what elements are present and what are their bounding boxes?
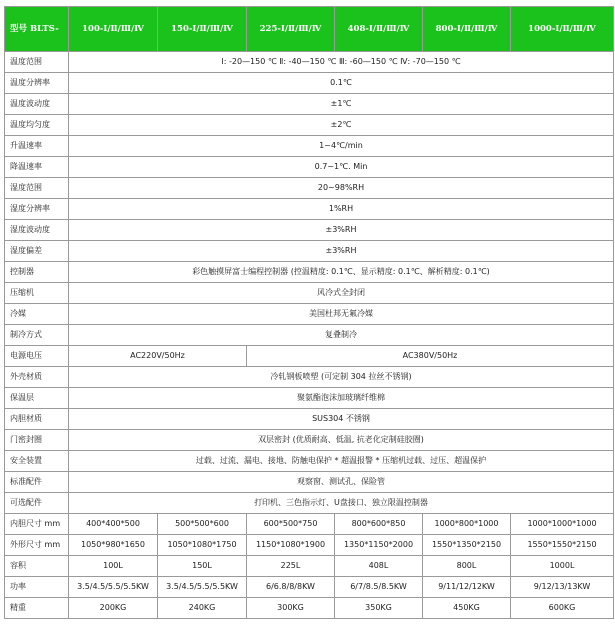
spec-row: [5, 73, 614, 94]
spec-value: ±3%RH: [69, 241, 614, 262]
spec-value: 聚氨酯泡沫加玻璃纤维棉: [69, 388, 614, 409]
spec-label: 温度分辨率: [5, 73, 69, 94]
model-value: 1550*1350*2150: [423, 535, 511, 556]
spec-value: 双层密封 (优质耐高、低温, 抗老化定制硅胶圈): [69, 430, 614, 451]
model-value: 800*600*850: [335, 514, 423, 535]
power-value-large-models: AC380V/50Hz: [247, 346, 614, 367]
spec-row: [5, 325, 614, 346]
spec-row: [5, 52, 614, 73]
spec-value: ±2℃: [69, 115, 614, 136]
spec-label: 温度波动度: [5, 94, 69, 115]
model-name: 150-Ⅰ/Ⅱ/Ⅲ/Ⅳ: [158, 7, 247, 52]
spec-row: [5, 283, 614, 304]
spec-value: 1%RH: [69, 199, 614, 220]
model-value: 450KG: [423, 598, 511, 619]
model-name: 800-Ⅰ/Ⅱ/Ⅲ/Ⅳ: [423, 7, 511, 52]
model-value: 1000*800*1000: [423, 514, 511, 535]
spec-label: 安全装置: [5, 451, 69, 472]
spec-row: [5, 94, 614, 115]
spec-label: 外形尺寸 mm: [5, 535, 69, 556]
spec-value: 1~4℃/min: [69, 136, 614, 157]
spec-row: [5, 472, 614, 493]
spec-row: [5, 304, 614, 325]
spec-label: 湿度偏差: [5, 241, 69, 262]
spec-label: 湿度波动度: [5, 220, 69, 241]
spec-label: 精重: [5, 598, 69, 619]
spec-value: 风冷式全封闭: [69, 283, 614, 304]
spec-sheet: [4, 6, 613, 619]
spec-label: 降温速率: [5, 157, 69, 178]
spec-value: 观察窗、测试孔、保险管: [69, 472, 614, 493]
model-value: 150L: [158, 556, 247, 577]
spec-row: [5, 178, 614, 199]
spec-label: 控制器: [5, 262, 69, 283]
spec-value: 复叠制冷: [69, 325, 614, 346]
model-value: 500*500*600: [158, 514, 247, 535]
spec-label: 内胆材质: [5, 409, 69, 430]
spec-value: 0.7~1℃. Min: [69, 157, 614, 178]
spec-row: [5, 388, 614, 409]
spec-row: [5, 430, 614, 451]
model-value: 1000L: [511, 556, 614, 577]
model-value: 400*400*500: [69, 514, 158, 535]
per-model-row: [5, 514, 614, 535]
model-value: 350KG: [335, 598, 423, 619]
model-name: 225-Ⅰ/Ⅱ/Ⅲ/Ⅳ: [247, 7, 335, 52]
spec-row: [5, 367, 614, 388]
spec-label: 温度均匀度: [5, 115, 69, 136]
spec-label: 温度范围: [5, 52, 69, 73]
model-value: 9/12/13/13KW: [511, 577, 614, 598]
spec-label: 外壳材质: [5, 367, 69, 388]
model-value: 6/7/8.5/8.5KW: [335, 577, 423, 598]
model-value: 800L: [423, 556, 511, 577]
spec-label: 湿度范围: [5, 178, 69, 199]
spec-label: 保温层: [5, 388, 69, 409]
spec-label: 门密封圈: [5, 430, 69, 451]
spec-value: Ⅰ: -20—150 ℃ Ⅱ: -40—150 ℃ Ⅲ: -60—150 ℃ Ⅳ: -70—150 ℃: [69, 52, 614, 73]
per-model-row: [5, 556, 614, 577]
model-name: 1000-Ⅰ/Ⅱ/Ⅲ/Ⅳ: [511, 7, 614, 52]
spec-value: 过载、过流、漏电、接地、防触电保护 * 超温报警 * 压缩机过载、过压、超温保护: [69, 451, 614, 472]
model-value: 3.5/4.5/5.5/5.5KW: [158, 577, 247, 598]
spec-value: 0.1℃: [69, 73, 614, 94]
model-value: 100L: [69, 556, 158, 577]
spec-value: 冷轧钢板喷塑 (可定制 304 拉丝不锈钢): [69, 367, 614, 388]
spec-value: SUS304 不锈钢: [69, 409, 614, 430]
spec-row: [5, 241, 614, 262]
spec-label: 冷媒: [5, 304, 69, 325]
spec-row: [5, 451, 614, 472]
model-value: 1550*1550*2150: [511, 535, 614, 556]
spec-row: [5, 262, 614, 283]
model-value: 225L: [247, 556, 335, 577]
model-value: 9/11/12/12KW: [423, 577, 511, 598]
power-value-small-models: AC220V/50Hz: [69, 346, 247, 367]
spec-label: 湿度分辨率: [5, 199, 69, 220]
model-value: 300KG: [247, 598, 335, 619]
model-value: 240KG: [158, 598, 247, 619]
spec-value: 20~98%RH: [69, 178, 614, 199]
spec-label: 可选配件: [5, 493, 69, 514]
spec-label: 升温速率: [5, 136, 69, 157]
model-name: 100-Ⅰ/Ⅱ/Ⅲ/Ⅳ: [69, 7, 158, 52]
model-value: 3.5/4.5/5.5/5.5KW: [69, 577, 158, 598]
spec-value: 打印机、三色指示灯、U盘接口、独立限温控制器: [69, 493, 614, 514]
spec-table-body: [5, 7, 614, 619]
spec-row: [5, 409, 614, 430]
model-value: 1150*1080*1900: [247, 535, 335, 556]
spec-row: [5, 199, 614, 220]
model-value: 600*500*750: [247, 514, 335, 535]
model-value: 200KG: [69, 598, 158, 619]
spec-label: 电源电压: [5, 346, 69, 367]
header-row: [5, 7, 614, 52]
spec-label: 功率: [5, 577, 69, 598]
model-value: 1050*1080*1750: [158, 535, 247, 556]
spec-label: 容积: [5, 556, 69, 577]
model-value: 600KG: [511, 598, 614, 619]
spec-label: 标准配件: [5, 472, 69, 493]
per-model-row: [5, 598, 614, 619]
spec-label: 制冷方式: [5, 325, 69, 346]
spec-value: ±3%RH: [69, 220, 614, 241]
spec-label: 压缩机: [5, 283, 69, 304]
power-row: [5, 346, 614, 367]
spec-row: [5, 493, 614, 514]
model-value: 6/6.8/8/8KW: [247, 577, 335, 598]
model-value: 408L: [335, 556, 423, 577]
spec-row: [5, 136, 614, 157]
spec-table: [4, 6, 614, 619]
spec-value: 彩色触摸屏富士编程控制器 (控温精度: 0.1℃、显示精度: 0.1℃、解析精度: 0.1℃): [69, 262, 614, 283]
spec-label: 内胆尺寸 mm: [5, 514, 69, 535]
per-model-row: [5, 535, 614, 556]
model-value: 1350*1150*2000: [335, 535, 423, 556]
spec-row: [5, 220, 614, 241]
model-value: 1000*1000*1000: [511, 514, 614, 535]
spec-row: [5, 115, 614, 136]
model-value: 1050*980*1650: [69, 535, 158, 556]
spec-value: ±1℃: [69, 94, 614, 115]
spec-row: [5, 157, 614, 178]
model-label: 型号 BLTS-: [5, 7, 69, 52]
model-name: 408-Ⅰ/Ⅱ/Ⅲ/Ⅳ: [335, 7, 423, 52]
per-model-row: [5, 577, 614, 598]
spec-value: 美国杜邦无氟冷媒: [69, 304, 614, 325]
